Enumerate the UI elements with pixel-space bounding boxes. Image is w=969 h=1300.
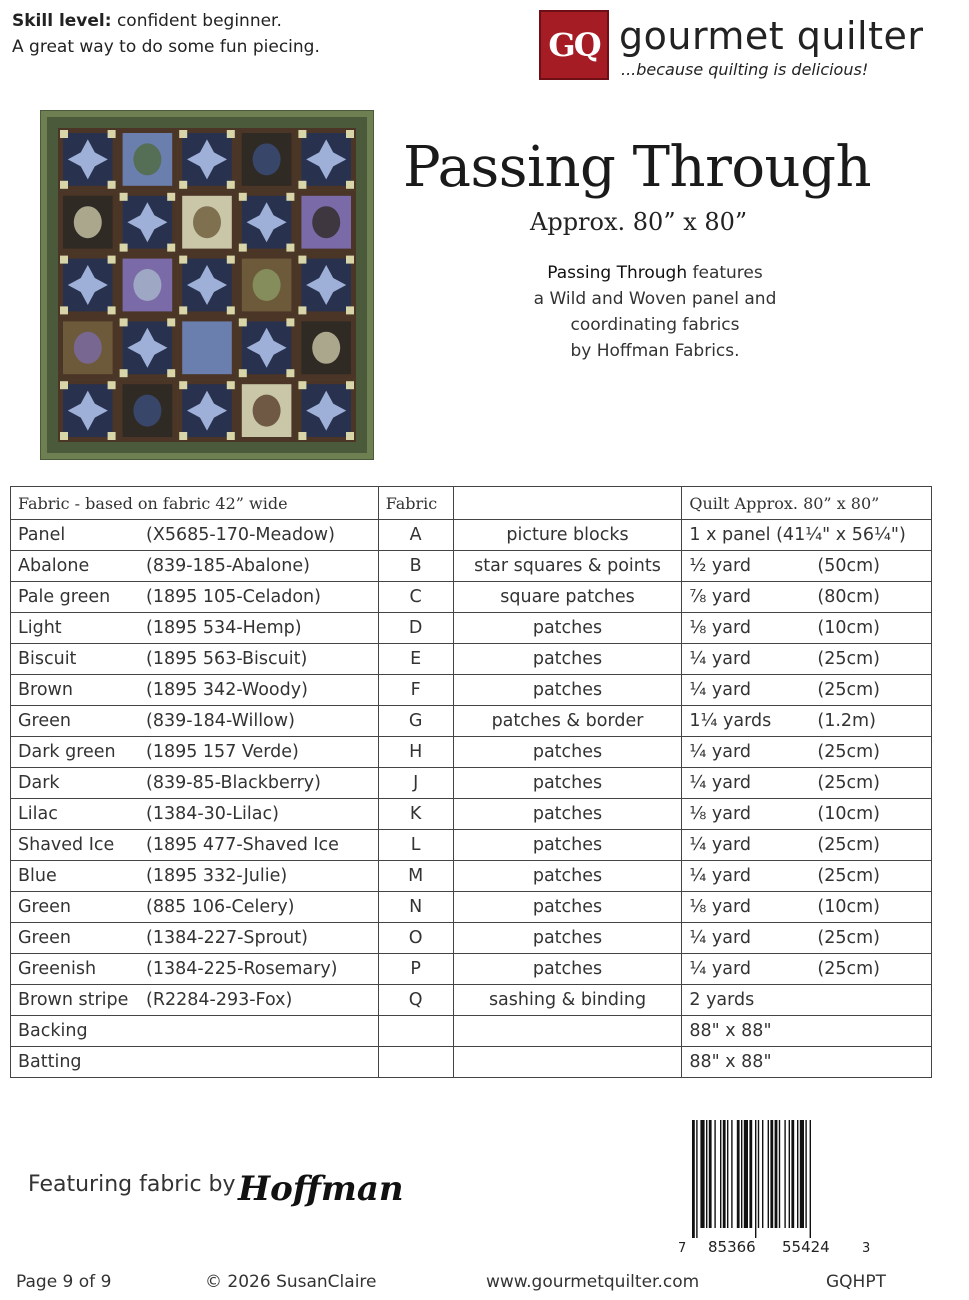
fabric-name: Green xyxy=(18,711,71,731)
barcode-bar xyxy=(810,1120,811,1238)
fabric-quantity: ¼ yard xyxy=(689,928,751,948)
fabric-use: patches xyxy=(453,644,682,675)
quilt-cornerstone xyxy=(179,306,187,314)
barcode-bar xyxy=(775,1120,778,1228)
barcode xyxy=(678,1118,878,1258)
quilt-cornerstone xyxy=(108,256,116,264)
fabric-use: patches xyxy=(453,923,682,954)
fabric-quantity: ¼ yard xyxy=(689,773,751,793)
table-row xyxy=(11,923,932,954)
fabric-quantity: ¼ yard xyxy=(689,649,751,669)
barcode-bar xyxy=(737,1120,740,1228)
quilt-animal-motif xyxy=(193,206,221,238)
header-fabric: Fabric - based on fabric 42” wide xyxy=(11,487,379,520)
fabric-letter: D xyxy=(378,613,453,644)
quilt-cornerstone xyxy=(227,306,235,314)
fabric-quantity: ¼ yard xyxy=(689,866,751,886)
fabric-name: Biscuit xyxy=(18,649,77,669)
fabric-cell xyxy=(11,799,379,830)
fabric-name: Brown xyxy=(18,680,73,700)
quantity-cell xyxy=(682,954,932,985)
barcode-bar xyxy=(714,1120,715,1228)
barcode-bar xyxy=(700,1120,704,1228)
quilt-animal-motif xyxy=(133,143,161,175)
fabric-requirements-table xyxy=(10,486,932,1078)
quantity-cell xyxy=(682,830,932,861)
quilt-cornerstone xyxy=(60,432,68,440)
fabric-quantity: 88" x 88" xyxy=(689,1021,772,1041)
fabric-name: Lilac xyxy=(18,804,58,824)
hoffman-logo xyxy=(236,1158,404,1218)
fabric-name: Shaved Ice xyxy=(18,835,115,855)
fabric-use: patches xyxy=(453,675,682,706)
gourmet-quilter-logo xyxy=(539,10,939,82)
barcode-digit-4: 3 xyxy=(862,1241,871,1256)
quilt-cornerstone xyxy=(298,381,306,389)
barcode-bar xyxy=(709,1120,712,1228)
fabric-name: Batting xyxy=(18,1052,82,1072)
fabric-letter: B xyxy=(378,551,453,582)
skill-label: Skill level: xyxy=(12,11,112,31)
quantity-cell xyxy=(682,768,932,799)
quilt-cornerstone xyxy=(120,244,128,252)
fabric-name: Dark xyxy=(18,773,60,793)
table-row xyxy=(11,799,932,830)
fabric-code: (839-184-Willow) xyxy=(146,711,295,731)
quilt-cornerstone xyxy=(346,181,354,189)
barcode-bar xyxy=(727,1120,728,1228)
quilt-cornerstone xyxy=(108,432,116,440)
quantity-cell xyxy=(682,551,932,582)
quilt-cornerstone xyxy=(179,381,187,389)
fabric-code: (R2284-293-Fox) xyxy=(146,990,293,1010)
quantity-cell xyxy=(682,644,932,675)
quilt-animal-motif xyxy=(133,269,161,301)
quilt-cornerstone xyxy=(60,256,68,264)
fabric-cell xyxy=(11,520,379,551)
table-row xyxy=(11,1016,932,1047)
fabric-metric: (1.2m) xyxy=(817,711,876,731)
fabric-name: Dark green xyxy=(18,742,116,762)
quantity-cell xyxy=(682,799,932,830)
quantity-cell xyxy=(682,1016,932,1047)
fabric-name: Light xyxy=(18,618,62,638)
fabric-name: Backing xyxy=(18,1021,88,1041)
barcode-bar xyxy=(741,1120,742,1228)
header-quantity: Quilt Approx. 80” x 80” xyxy=(682,487,932,520)
quilt-cornerstone xyxy=(167,193,175,201)
barcode-bar xyxy=(755,1120,756,1238)
fabric-code: (1384-225-Rosemary) xyxy=(146,959,338,979)
fabric-metric: (50cm) xyxy=(817,556,880,576)
fabric-name: Blue xyxy=(18,866,57,886)
quilt-cornerstone xyxy=(108,130,116,138)
fabric-quantity: ¼ yard xyxy=(689,680,751,700)
fabric-quantity: 1 x panel (41¼" x 56¼") xyxy=(689,525,906,545)
fabric-quantity: ¼ yard xyxy=(689,742,751,762)
barcode-bar xyxy=(758,1120,759,1228)
fabric-cell xyxy=(11,861,379,892)
fabric-name: Panel xyxy=(18,525,66,545)
table-row xyxy=(11,582,932,613)
barcode-bar xyxy=(723,1120,726,1228)
hoffman-wordmark: Hoffman xyxy=(238,1169,404,1209)
fabric-quantity: ½ yard xyxy=(689,556,751,576)
quilt-cornerstone xyxy=(286,244,294,252)
fabric-letter: H xyxy=(378,737,453,768)
quilt-cornerstone xyxy=(346,432,354,440)
quilt-cornerstone xyxy=(179,181,187,189)
barcode-bar xyxy=(692,1120,695,1238)
fabric-cell xyxy=(11,551,379,582)
table-row xyxy=(11,1047,932,1078)
fabric-metric: (25cm) xyxy=(817,649,880,669)
fabric-code: (1895 157 Verde) xyxy=(146,742,299,762)
quilt-animal-motif xyxy=(253,269,281,301)
fabric-letter: G xyxy=(378,706,453,737)
fabric-code: (1895 342-Woody) xyxy=(146,680,308,700)
table-row xyxy=(11,675,932,706)
fabric-cell xyxy=(11,644,379,675)
quilt-cornerstone xyxy=(108,381,116,389)
fabric-use xyxy=(453,1047,682,1078)
fabric-letter: C xyxy=(378,582,453,613)
fabric-code: (1895 105-Celadon) xyxy=(146,587,321,607)
desc-line-1: features xyxy=(687,263,763,283)
fabric-metric: (25cm) xyxy=(817,835,880,855)
fabric-use xyxy=(453,1016,682,1047)
table-row xyxy=(11,706,932,737)
quilt-cornerstone xyxy=(167,244,175,252)
fabric-metric: (25cm) xyxy=(817,773,880,793)
fabric-cell xyxy=(11,675,379,706)
fabric-quantity: ¼ yard xyxy=(689,959,751,979)
barcode-bar xyxy=(805,1120,806,1228)
quilt-animal-motif xyxy=(253,143,281,175)
barcode-bar xyxy=(770,1120,773,1228)
table-row xyxy=(11,737,932,768)
fabric-name: Greenish xyxy=(18,959,97,979)
fabric-code: (1384-227-Sprout) xyxy=(146,928,308,948)
fabric-cell xyxy=(11,985,379,1016)
quilt-animal-motif xyxy=(253,395,281,427)
quilt-animal-motif xyxy=(312,206,340,238)
quilt-cornerstone xyxy=(286,369,294,377)
fabric-code: (1895 534-Hemp) xyxy=(146,618,302,638)
barcode-digits-3: 55424 xyxy=(782,1238,830,1256)
quilt-cornerstone xyxy=(346,256,354,264)
pattern-code: GQHPT xyxy=(826,1272,886,1292)
header-use xyxy=(453,487,682,520)
barcode-bar xyxy=(706,1120,707,1228)
pattern-size: Approx. 80” x 80” xyxy=(530,208,748,236)
fabric-letter xyxy=(378,1047,453,1078)
table-header-row xyxy=(11,487,932,520)
fabric-letter: P xyxy=(378,954,453,985)
barcode-bar xyxy=(784,1120,785,1228)
quilt-cornerstone xyxy=(108,181,116,189)
fabric-code: (1895 563-Biscuit) xyxy=(146,649,308,669)
quilt-animal-motif xyxy=(133,395,161,427)
fabric-use: patches xyxy=(453,613,682,644)
website-link[interactable]: www.gourmetquilter.com xyxy=(486,1272,700,1292)
fabric-cell xyxy=(11,1047,379,1078)
fabric-name: Brown stripe xyxy=(18,990,129,1010)
fabric-code: (1895 477-Shaved Ice xyxy=(146,835,339,855)
fabric-code: (1384-30-Lilac) xyxy=(146,804,279,824)
featuring-text: Featuring fabric by xyxy=(28,1172,236,1197)
barcode-bar xyxy=(731,1120,732,1228)
table-row xyxy=(11,954,932,985)
fabric-cell xyxy=(11,737,379,768)
fabric-use: star squares & points xyxy=(453,551,682,582)
fabric-metric: (10cm) xyxy=(817,804,880,824)
fabric-name: Green xyxy=(18,897,71,917)
quantity-cell xyxy=(682,706,932,737)
quantity-cell xyxy=(682,675,932,706)
barcode-bar xyxy=(800,1120,804,1228)
fabric-letter: O xyxy=(378,923,453,954)
quilt-cornerstone xyxy=(346,306,354,314)
quilt-animal-motif xyxy=(193,332,221,364)
fabric-cell xyxy=(11,1016,379,1047)
quilt-cornerstone xyxy=(227,381,235,389)
quilt-cornerstone xyxy=(239,318,247,326)
barcode-bar xyxy=(768,1120,769,1228)
barcode-bar xyxy=(789,1120,790,1228)
page-number: Page 9 of 9 xyxy=(16,1272,112,1292)
quilt-cornerstone xyxy=(179,432,187,440)
fabric-use: patches xyxy=(453,954,682,985)
skill-level xyxy=(12,8,320,60)
quilt-cornerstone xyxy=(60,306,68,314)
fabric-quantity: ⅛ yard xyxy=(689,618,751,638)
fabric-use: patches xyxy=(453,737,682,768)
fabric-metric: (25cm) xyxy=(817,680,880,700)
quilt-cornerstone xyxy=(60,381,68,389)
quilt-cornerstone xyxy=(108,306,116,314)
copyright: © 2026 SusanClaire xyxy=(205,1272,377,1292)
barcode-digits-2: 85366 xyxy=(708,1238,756,1256)
quilt-image xyxy=(40,110,374,460)
fabric-cell xyxy=(11,892,379,923)
fabric-cell xyxy=(11,954,379,985)
barcode-bar xyxy=(762,1120,763,1228)
fabric-cell xyxy=(11,613,379,644)
quilt-cornerstone xyxy=(179,256,187,264)
table-row xyxy=(11,830,932,861)
pattern-title: Passing Through xyxy=(403,135,872,200)
fabric-cell xyxy=(11,768,379,799)
quilt-cornerstone xyxy=(227,130,235,138)
table-row xyxy=(11,861,932,892)
fabric-use: patches xyxy=(453,768,682,799)
quilt-animal-motif xyxy=(74,206,102,238)
fabric-metric: (25cm) xyxy=(817,866,880,886)
barcode-bar xyxy=(779,1120,780,1228)
quilt-animal-motif xyxy=(74,332,102,364)
fabric-code: (839-185-Abalone) xyxy=(146,556,310,576)
gq-logo-icon xyxy=(539,10,609,80)
quilt-cornerstone xyxy=(286,193,294,201)
desc-bold: Passing Through xyxy=(547,263,688,283)
quilt-cornerstone xyxy=(239,244,247,252)
quilt-cornerstone xyxy=(60,181,68,189)
table-row xyxy=(11,644,932,675)
barcode-bar xyxy=(797,1120,798,1228)
fabric-cell xyxy=(11,923,379,954)
fabric-code: (839-85-Blackberry) xyxy=(146,773,321,793)
fabric-metric: (10cm) xyxy=(817,618,880,638)
fabric-metric: (10cm) xyxy=(817,897,880,917)
quilt-cornerstone xyxy=(227,181,235,189)
quantity-cell xyxy=(682,582,932,613)
quantity-cell xyxy=(682,1047,932,1078)
fabric-code: (X5685-170-Meadow) xyxy=(146,525,335,545)
quilt-cornerstone xyxy=(227,432,235,440)
barcode-bar xyxy=(791,1120,794,1228)
fabric-use: patches xyxy=(453,830,682,861)
fabric-quantity: ⅛ yard xyxy=(689,804,751,824)
pattern-description xyxy=(500,260,810,364)
logo-mark: GQ xyxy=(548,26,600,64)
quilt-cornerstone xyxy=(120,193,128,201)
quantity-cell xyxy=(682,892,932,923)
quilt-cornerstone xyxy=(60,130,68,138)
quilt-cornerstone xyxy=(298,306,306,314)
fabric-quantity: ¼ yard xyxy=(689,835,751,855)
quantity-cell xyxy=(682,520,932,551)
desc-line-4: by Hoffman Fabrics. xyxy=(570,341,740,361)
quantity-cell xyxy=(682,737,932,768)
barcode-bar xyxy=(744,1120,748,1228)
table-row xyxy=(11,551,932,582)
fabric-use: patches & border xyxy=(453,706,682,737)
barcode-digit-1: 7 xyxy=(678,1241,687,1256)
logo-name: gourmet quilter xyxy=(619,14,924,58)
desc-line-2: a Wild and Woven panel and xyxy=(533,289,777,309)
fabric-name: Abalone xyxy=(18,556,90,576)
fabric-name: Pale green xyxy=(18,587,111,607)
quantity-cell xyxy=(682,861,932,892)
quilt-cornerstone xyxy=(298,181,306,189)
quilt-cornerstone xyxy=(239,193,247,201)
fabric-use: patches xyxy=(453,861,682,892)
fabric-letter: L xyxy=(378,830,453,861)
skill-value: confident beginner. xyxy=(111,11,282,31)
table-row xyxy=(11,892,932,923)
quilt-cornerstone xyxy=(298,432,306,440)
quilt-cornerstone xyxy=(298,130,306,138)
barcode-bar xyxy=(749,1120,752,1228)
fabric-name: Green xyxy=(18,928,71,948)
barcode-bar xyxy=(720,1120,721,1228)
fabric-metric: (25cm) xyxy=(817,959,880,979)
fabric-letter: E xyxy=(378,644,453,675)
fabric-letter: M xyxy=(378,861,453,892)
fabric-letter xyxy=(378,1016,453,1047)
fabric-quantity: 88" x 88" xyxy=(689,1052,772,1072)
quilt-cornerstone xyxy=(120,318,128,326)
table-row xyxy=(11,768,932,799)
fabric-metric: (25cm) xyxy=(817,928,880,948)
desc-line-3: coordinating fabrics xyxy=(570,315,740,335)
quilt-cornerstone xyxy=(346,381,354,389)
fabric-metric: (25cm) xyxy=(817,742,880,762)
table-row xyxy=(11,985,932,1016)
fabric-cell xyxy=(11,582,379,613)
fabric-use: square patches xyxy=(453,582,682,613)
fabric-letter: N xyxy=(378,892,453,923)
fabric-cell xyxy=(11,706,379,737)
quilt-cornerstone xyxy=(227,256,235,264)
fabric-cell xyxy=(11,830,379,861)
quilt-cornerstone xyxy=(167,318,175,326)
fabric-letter: J xyxy=(378,768,453,799)
fabric-code: (1895 332-Julie) xyxy=(146,866,288,886)
logo-tagline: ...because quilting is delicious! xyxy=(621,60,869,79)
table-row xyxy=(11,520,932,551)
fabric-quantity: 2 yards xyxy=(689,990,755,1010)
fabric-letter: Q xyxy=(378,985,453,1016)
fabric-letter: K xyxy=(378,799,453,830)
quantity-cell xyxy=(682,613,932,644)
fabric-use: picture blocks xyxy=(453,520,682,551)
fabric-quantity: ⅛ yard xyxy=(689,897,751,917)
quilt-cornerstone xyxy=(239,369,247,377)
fabric-quantity: 1¼ yards xyxy=(689,711,772,731)
skill-note: A great way to do some fun piecing. xyxy=(12,37,320,57)
quantity-cell xyxy=(682,985,932,1016)
table-row xyxy=(11,613,932,644)
fabric-use: patches xyxy=(453,799,682,830)
fabric-letter: F xyxy=(378,675,453,706)
fabric-use: patches xyxy=(453,892,682,923)
quilt-cornerstone xyxy=(167,369,175,377)
fabric-letter: A xyxy=(378,520,453,551)
barcode-bar xyxy=(696,1120,697,1238)
fabric-use: sashing & binding xyxy=(453,985,682,1016)
quilt-cornerstone xyxy=(286,318,294,326)
fabric-code: (885 106-Celery) xyxy=(146,897,295,917)
fabric-metric: (80cm) xyxy=(817,587,880,607)
quantity-cell xyxy=(682,923,932,954)
quilt-cornerstone xyxy=(346,130,354,138)
quilt-cornerstone xyxy=(120,369,128,377)
quilt-cornerstone xyxy=(179,130,187,138)
fabric-quantity: ⅞ yard xyxy=(689,587,751,607)
quilt-animal-motif xyxy=(312,332,340,364)
quilt-cornerstone xyxy=(298,256,306,264)
header-letter: Fabric xyxy=(378,487,453,520)
